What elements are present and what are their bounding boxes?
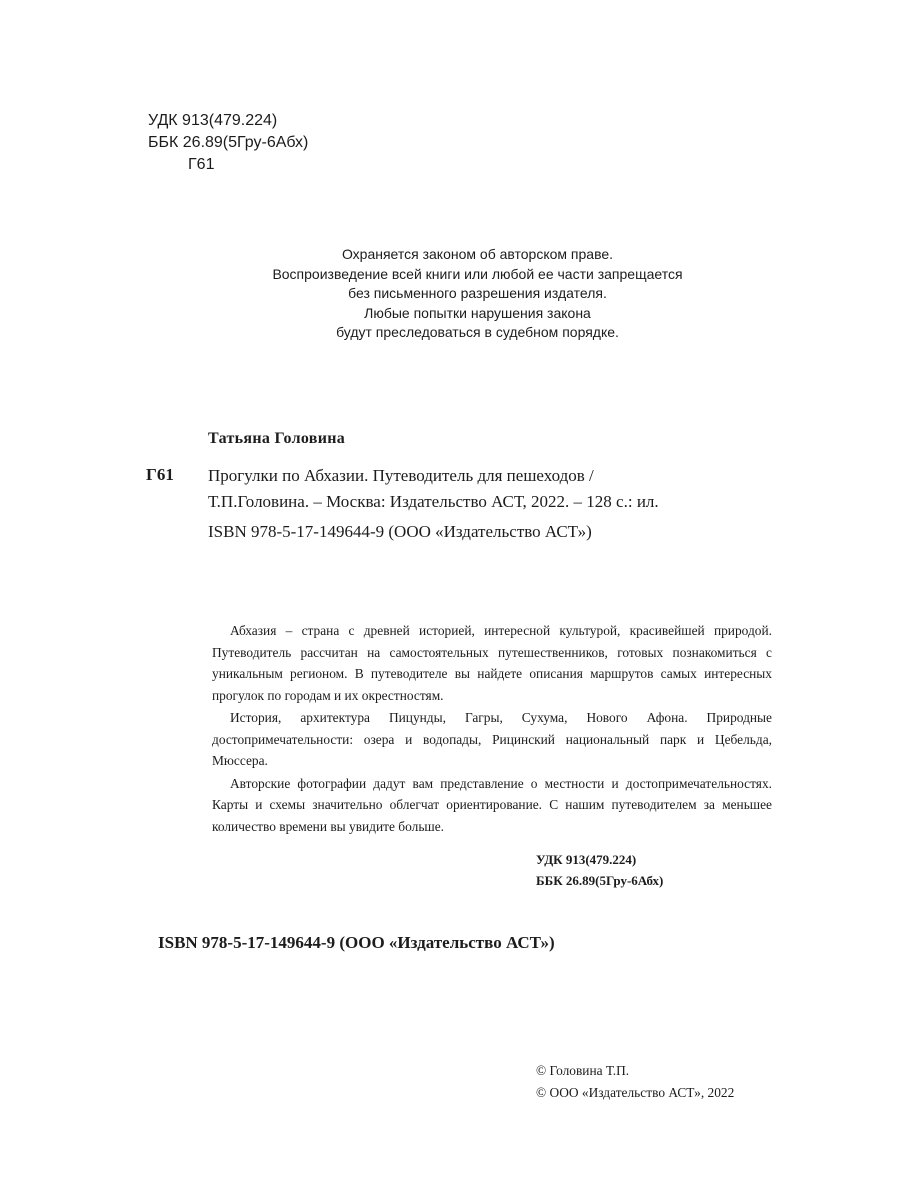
udk-code-bottom: УДК 913(479.224)	[536, 852, 637, 867]
isbn-record: ISBN 978-5-17-149644-9 (ООО «Издательство АСТ»)	[208, 522, 592, 541]
book-annotation	[212, 620, 772, 838]
udk-code: УДК 913(479.224)	[148, 112, 278, 129]
annotation-paragraph: Абхазия – страна с древней историей, интересной культурой, красивейшей природой. Путеводитель рассчитан на самостоятельных путешественников, готовых познакомиться с уникальным регионом. В путеводителе вы найдете описания маршрутов самых интересных прогулок по городам и их окрестностям.	[212, 623, 772, 703]
notice-line: будут преследоваться в судебном порядке.	[336, 324, 619, 340]
top-classification-codes	[148, 110, 308, 176]
isbn-bottom: ISBN 978-5-17-149644-9 (ООО «Издательство АСТ»)	[158, 933, 555, 952]
copyright-author: © Головина Т.П.	[536, 1063, 630, 1078]
copyright-publisher: © ООО «Издательство АСТ», 2022	[536, 1084, 735, 1100]
author-cipher: Г61	[188, 156, 215, 173]
record-cipher: Г61	[146, 465, 174, 484]
copyright-notice	[200, 245, 755, 343]
notice-line: без письменного разрешения издателя.	[348, 285, 607, 301]
bibliographic-description	[208, 463, 808, 515]
notice-line: Охраняется законом об авторском праве.	[341, 246, 614, 262]
bottom-classification-codes	[536, 849, 663, 891]
author-name: Татьяна Головина	[208, 430, 346, 447]
annotation-paragraph: История, архитектура Пицунды, Гагры, Сухума, Нового Афона. Природные достопримечательности: озера и водопады, Рицинский национальный парк и Цебельда, Мюссера.	[212, 710, 772, 768]
bbk-code: ББК 26.89(5Гру-6Абх)	[148, 134, 309, 151]
annotation-paragraph: Авторские фотографии дадут вам представление о местности и достопримечательностях. Карты и схемы значительно облегчат ориентирование. С нашим путеводителем за меньшее количество времени вы увидите больше.	[212, 775, 772, 834]
copyright-holders	[536, 1060, 734, 1103]
notice-line: Любые попытки нарушения закона	[364, 304, 591, 321]
imprint-line: Т.П.Головина. – Москва: Издательство АСТ, 2022. – 128 с.: ил.	[208, 492, 659, 511]
title-line: Прогулки по Абхазии. Путеводитель для пешеходов /	[208, 466, 594, 485]
bbk-code-bottom: ББК 26.89(5Гру-6Абх)	[536, 873, 664, 888]
notice-line: Воспроизведение всей книги или любой ее части запрещается	[272, 265, 683, 282]
